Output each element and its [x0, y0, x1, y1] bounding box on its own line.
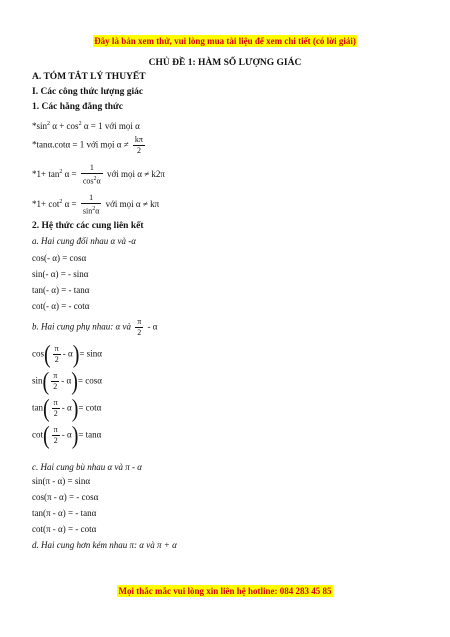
open-paren: ( [43, 421, 50, 450]
fraction-numerator: π [53, 398, 58, 407]
formula-a-1: cos(- α) = cosα [32, 253, 87, 263]
fraction-denominator: 2 [54, 355, 59, 364]
sub-c-heading: c. Hai cung bù nhau α và π - α [32, 462, 142, 472]
identity-2 [32, 135, 147, 156]
sub-a-heading: a. Hai cung đối nhau α và -α [32, 236, 136, 246]
fraction-denominator: 2 [137, 328, 142, 337]
identity-4-part-a: *1+ cot [32, 198, 60, 209]
formula-b-4 [32, 421, 102, 450]
identity-4-part-c: với mọi α ≠ kπ [105, 198, 160, 209]
identity-3-part-b: α = [64, 168, 77, 179]
sub-b-tail: - α [147, 321, 158, 332]
function-name: tan [32, 402, 43, 413]
identity-4 [32, 193, 159, 217]
exponent: 2 [47, 121, 51, 127]
fraction-denominator: $\cos^2\alpha$ [82, 176, 101, 186]
identity-3 [32, 163, 165, 187]
identity-1 [32, 118, 140, 132]
formula-c-1: sin(π - α) = sinα [32, 476, 91, 486]
identities-heading: 1. Các hằng đẳng thức [32, 102, 123, 112]
minus-alpha: - α [61, 402, 72, 413]
section-a-heading: A. TÓM TẮT LÝ THUYẾT [32, 72, 146, 82]
identity-1-part-c: α = 1 với mọi α [83, 121, 140, 131]
function-name: sin [32, 375, 43, 386]
exponent: 2 [92, 206, 96, 212]
close-paren: ) [72, 340, 80, 369]
fraction-numerator: 1 [81, 193, 102, 204]
fraction [53, 344, 61, 365]
denominator-fn: cos [82, 176, 94, 186]
sub-b-text: b. Hai cung phụ nhau: α và [32, 321, 131, 332]
formula-b-3 [32, 394, 102, 423]
fraction-numerator: π [53, 425, 58, 434]
fraction [135, 317, 143, 338]
rhs: = tanα [78, 429, 102, 440]
hotline-banner [0, 586, 450, 597]
identity-3-part-c: với mọi α ≠ k2π [107, 168, 165, 179]
rhs: = cosα [77, 375, 102, 386]
open-paren: ( [43, 394, 50, 423]
exponent: 2 [59, 168, 63, 175]
exponent: 2 [59, 198, 63, 205]
minus-alpha: - α [61, 375, 72, 386]
fraction-denominator: 2 [53, 382, 58, 391]
function-name: cos [32, 348, 44, 359]
open-paren: ( [44, 340, 51, 369]
identity-1-part-a: *sin [32, 121, 48, 131]
sub-d-heading: d. Hai cung hơn kém nhau π: α và π + α [32, 540, 177, 550]
fraction-numerator: 1 [81, 163, 103, 174]
rhs: = cotα [78, 402, 102, 413]
identity-2-text: *tanα.cotα = 1 với mọi α ≠ [32, 139, 129, 150]
fraction-denominator: 2 [136, 146, 141, 155]
topic-title: CHỦ ĐỀ 1: HÀM SỐ LƯỢNG GIÁC [148, 58, 302, 68]
fraction [81, 193, 102, 217]
fraction [52, 425, 60, 446]
formula-c-3: tan(π - α) = - tanα [32, 508, 97, 518]
formula-b-2 [32, 367, 102, 396]
minus-alpha: - α [62, 348, 73, 359]
formula-a-4: cot(- α) = - cotα [32, 301, 90, 311]
fraction-denominator: 2 [53, 436, 58, 445]
exponent: 2 [93, 176, 97, 182]
fraction [52, 398, 60, 419]
fraction [51, 371, 59, 392]
sub-b-heading [32, 317, 157, 338]
fraction-denominator: 2 [53, 409, 58, 418]
exponent: 2 [78, 121, 82, 127]
function-name: cot [32, 429, 43, 440]
fraction-numerator: kπ [134, 135, 143, 144]
preview-banner [0, 36, 450, 47]
open-paren: ( [42, 367, 50, 396]
identity-3-part-a: *1+ tan [32, 168, 60, 179]
close-paren: ) [71, 421, 79, 450]
fraction-denominator: $\sin^2\alpha$ [82, 206, 100, 216]
fraction-numerator: π [54, 344, 59, 353]
preview-banner-text: Đây là bản xem thử, vui lòng mua tài liệu để xem chi tiết (có lời giải) [94, 36, 356, 46]
formula-b-1 [32, 340, 102, 369]
fraction [133, 135, 145, 156]
denominator-fn: sin [82, 206, 93, 216]
section-i-heading: I. Các công thức lượng giác [32, 87, 144, 97]
formula-c-2: cos(π - α) = - cosα [32, 492, 99, 502]
minus-alpha: - α [61, 429, 72, 440]
fraction-numerator: π [137, 317, 142, 326]
formula-a-3: tan(- α) = - tanα [32, 285, 90, 295]
formula-a-2: sin(- α) = - sinα [32, 269, 89, 279]
close-paren: ) [71, 394, 79, 423]
fraction [81, 163, 103, 187]
identity-4-part-b: α = [64, 198, 77, 209]
identity-1-part-b: α + cos [52, 121, 79, 131]
rhs: = sinα [79, 348, 102, 359]
hotline-banner-text: Mọi thắc mắc vui lòng xin liên hệ hotline: 084 283 45 85 [118, 586, 332, 596]
fraction-numerator: π [53, 371, 58, 380]
related-arcs-heading: 2. Hệ thức các cung liên kết [32, 221, 144, 231]
close-paren: ) [71, 367, 78, 396]
formula-c-4: cot(π - α) = - cotα [32, 524, 97, 534]
